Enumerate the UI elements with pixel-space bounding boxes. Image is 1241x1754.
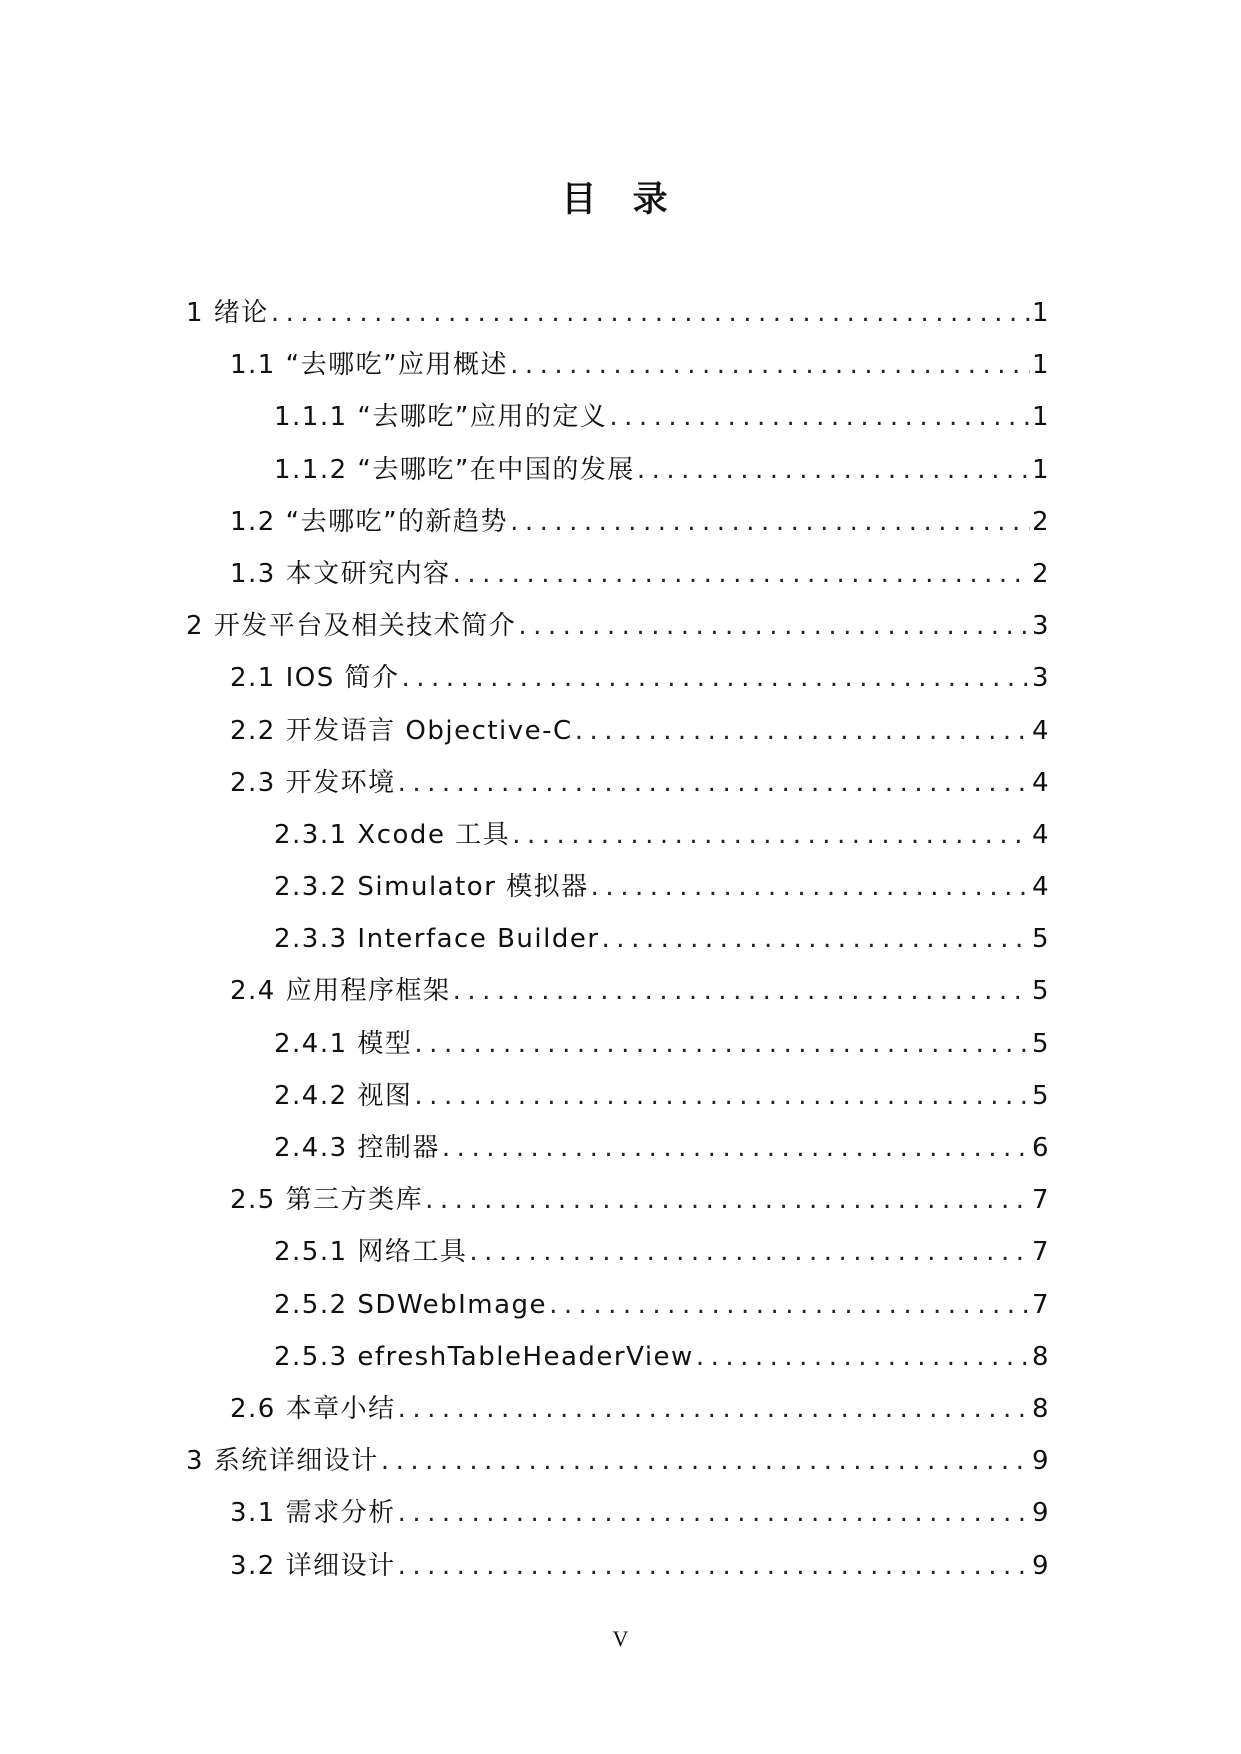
toc-entry-page: 8 — [1031, 1393, 1050, 1424]
toc-entry[interactable] — [186, 861, 1050, 913]
toc-entry-page: 7 — [1031, 1237, 1050, 1268]
toc-entry[interactable] — [186, 496, 1050, 548]
dot-leader — [425, 1174, 1030, 1226]
toc-entry-page: 4 — [1031, 819, 1050, 850]
toc-entry[interactable] — [186, 287, 1050, 339]
toc-entry-title: 1.2 “去哪吃”的新趋势 — [230, 506, 509, 537]
toc-entry-title: 2.5.2 SDWebImage — [274, 1289, 548, 1320]
toc-entry[interactable] — [186, 1383, 1050, 1435]
toc-entry[interactable] — [186, 1226, 1050, 1278]
toc-entry-page: 1 — [1031, 402, 1050, 433]
toc-entry-page: 7 — [1031, 1289, 1050, 1320]
toc-entry-title: 1.1 “去哪吃”应用概述 — [230, 350, 509, 381]
toc-entry-title: 2.4.3 控制器 — [274, 1133, 440, 1163]
toc-entry-page: 6 — [1031, 1133, 1050, 1163]
dot-leader — [442, 1122, 1030, 1174]
dot-leader — [402, 652, 1030, 704]
toc-entry-title: 3 系统详细设计 — [186, 1446, 379, 1477]
dot-leader — [602, 913, 1030, 965]
toc-entry-title: 3.2 详细设计 — [230, 1550, 396, 1581]
toc-entry[interactable] — [186, 1122, 1050, 1174]
dot-leader — [510, 339, 1030, 391]
dot-leader — [398, 1383, 1030, 1435]
dot-leader — [453, 965, 1030, 1017]
toc-entry-title: 1.1.2 “去哪吃”在中国的发展 — [274, 454, 635, 485]
dot-leader — [696, 1331, 1030, 1383]
toc-entry-page: 1 — [1031, 298, 1050, 328]
dot-leader — [637, 444, 1030, 496]
dot-leader — [512, 809, 1030, 861]
toc-entry[interactable] — [186, 1435, 1050, 1487]
page-title: 目 录 — [561, 180, 680, 220]
toc-entry[interactable] — [186, 652, 1050, 704]
toc-entry-page: 8 — [1031, 1341, 1050, 1372]
toc-entry-page: 9 — [1031, 1498, 1050, 1529]
dot-leader — [510, 496, 1030, 548]
dot-leader — [271, 287, 1030, 339]
toc-entry[interactable] — [186, 1487, 1050, 1539]
toc-entry-page: 2 — [1031, 558, 1050, 589]
toc-entry[interactable] — [186, 809, 1050, 861]
toc-entry-page: 3 — [1031, 611, 1050, 642]
toc-entry[interactable] — [186, 444, 1050, 496]
toc-entry-title: 2.1 IOS 简介 — [230, 663, 400, 694]
toc-entry-page: 9 — [1031, 1550, 1050, 1581]
toc-entry-title: 2 开发平台及相关技术简介 — [186, 611, 517, 642]
page-number: V — [612, 1626, 629, 1651]
dot-leader — [549, 1279, 1030, 1331]
toc-entry-title: 2.2 开发语言 Objective-C — [230, 715, 573, 746]
toc-entry-page: 4 — [1031, 872, 1050, 903]
toc-entry-title: 2.5.1 网络工具 — [274, 1237, 468, 1268]
toc-entry[interactable] — [186, 757, 1050, 809]
dot-leader — [469, 1226, 1030, 1278]
toc-entry-page: 5 — [1031, 924, 1050, 955]
dot-leader — [398, 1540, 1030, 1592]
toc-entry[interactable] — [186, 965, 1050, 1017]
toc-entry-title: 2.5 第三方类库 — [230, 1185, 424, 1216]
toc-entry-title: 2.5.3 efreshTableHeaderView — [274, 1341, 694, 1372]
toc-entry[interactable] — [186, 1540, 1050, 1592]
dot-leader — [414, 1070, 1030, 1122]
dot-leader — [414, 1018, 1030, 1070]
table-of-contents — [186, 287, 1050, 1592]
toc-entry[interactable] — [186, 1174, 1050, 1226]
toc-entry-page: 1 — [1031, 454, 1050, 485]
toc-entry-page: 5 — [1031, 1080, 1050, 1111]
toc-entry[interactable] — [186, 1018, 1050, 1070]
toc-entry-title: 2.4.2 视图 — [274, 1080, 413, 1111]
toc-entry[interactable] — [186, 1331, 1050, 1383]
toc-entry-page: 3 — [1031, 663, 1050, 694]
toc-entry[interactable] — [186, 1279, 1050, 1331]
toc-entry-title: 2.3.1 Xcode 工具 — [274, 819, 511, 850]
toc-entry-title: 2.3 开发环境 — [230, 767, 396, 798]
toc-entry-title: 2.6 本章小结 — [230, 1393, 396, 1424]
dot-leader — [609, 391, 1030, 443]
toc-entry-page: 4 — [1031, 767, 1050, 798]
toc-entry[interactable] — [186, 548, 1050, 600]
toc-entry[interactable] — [186, 913, 1050, 965]
dot-leader — [518, 600, 1030, 652]
toc-entry-title: 2.3.2 Simulator 模拟器 — [274, 872, 589, 903]
toc-entry[interactable] — [186, 705, 1050, 757]
toc-entry-title: 1.3 本文研究内容 — [230, 558, 451, 589]
toc-entry-title: 2.4 应用程序框架 — [230, 976, 451, 1007]
toc-entry-page: 2 — [1031, 506, 1050, 537]
toc-entry-title: 3.1 需求分析 — [230, 1498, 396, 1529]
toc-entry-page: 5 — [1031, 1028, 1050, 1059]
dot-leader — [453, 548, 1030, 600]
toc-entry-title: 1 绪论 — [186, 298, 269, 328]
toc-entry[interactable] — [186, 339, 1050, 391]
toc-entry-title: 1.1.1 “去哪吃”应用的定义 — [274, 402, 608, 433]
toc-entry-page: 4 — [1031, 715, 1050, 746]
toc-entry-page: 1 — [1031, 350, 1050, 381]
dot-leader — [398, 757, 1030, 809]
toc-entry[interactable] — [186, 1070, 1050, 1122]
dot-leader — [381, 1435, 1030, 1487]
toc-entry-page: 5 — [1031, 976, 1050, 1007]
dot-leader — [575, 705, 1030, 757]
toc-entry[interactable] — [186, 600, 1050, 652]
toc-entry-title: 2.4.1 模型 — [274, 1028, 413, 1059]
toc-entry-page: 9 — [1031, 1446, 1050, 1477]
toc-entry[interactable] — [186, 391, 1050, 443]
dot-leader — [398, 1487, 1030, 1539]
toc-entry-page: 7 — [1031, 1185, 1050, 1216]
toc-entry-title: 2.3.3 Interface Builder — [274, 924, 600, 955]
dot-leader — [591, 861, 1030, 913]
